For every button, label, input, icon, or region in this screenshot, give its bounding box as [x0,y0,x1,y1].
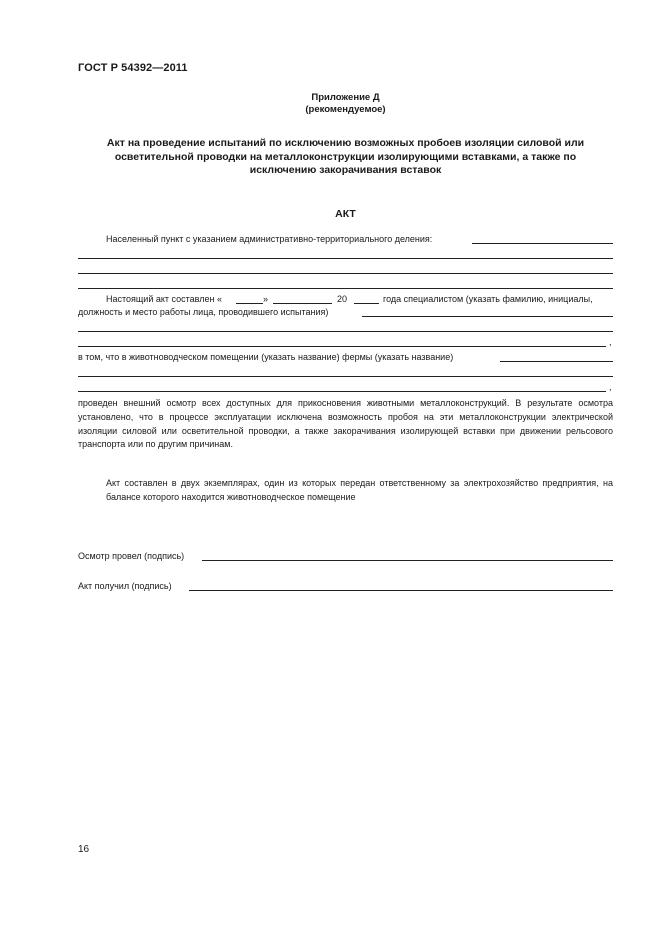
month-field[interactable] [273,303,332,304]
settlement-field-line[interactable] [78,273,613,274]
appendix-heading [78,92,613,116]
settlement-field[interactable] [472,243,613,244]
comma: , [609,382,612,392]
received-by-signature-field[interactable] [189,590,613,591]
specialist-field-line[interactable] [78,331,613,332]
document-title-line: Акт на проведение испытаний по исключению возможных пробоев изоляции силовой или [106,137,585,149]
inspection-paragraph: проведен внешний осмотр всех доступных для прикосновения животными металлоконструкций. В результате осмотра установлено, что в процессе эксплуатации исключена возможность пробоя на эти металлоконструкции электрической изоляции силовой или осветительной проводки, а также закорачивания изолирующей вставки при движении рельсового транспорта или по другим причинам. [78,398,613,450]
farm-name-field-line[interactable] [78,391,606,392]
appendix-status: (рекомендуемое) [305,104,386,115]
standard-number: ГОСТ Р 54392—2011 [78,62,188,74]
farm-name-field[interactable] [500,361,613,362]
copies-paragraph: Акт составлен в двух экземплярах, один из которых передан ответственному за электрохозяйство предприятия, на балансе которого находится животноводческое помещение [106,478,613,502]
document-title [78,137,613,178]
day-field[interactable] [236,303,263,304]
composed-suffix: года специалистом (указать фамилию, инициалы, [383,294,593,304]
specialist-field-line[interactable] [78,346,606,347]
year-field[interactable] [354,303,379,304]
composed-year-prefix: 20 [337,294,348,304]
appendix-title: Приложение Д [311,92,380,103]
inspected-by-label: Осмотр провел (подпись) [78,551,185,561]
inspected-by-signature-field[interactable] [202,560,613,561]
received-by-label: Акт получил (подпись) [78,581,172,591]
specialist-field[interactable] [362,316,613,317]
barn-label: в том, что в животноводческом помещении (указать название) фермы (указать название) [78,352,454,362]
comma: , [609,337,612,347]
settlement-field-line[interactable] [78,258,613,259]
settlement-label: Населенный пункт с указанием административно-территориального деления: [106,234,433,244]
composed-line2: должность и место работы лица, проводившего испытания) [78,307,329,317]
composed-close-quote: » [263,294,269,304]
settlement-field-line[interactable] [78,288,613,289]
composed-prefix: Настоящий акт составлен « [106,294,222,304]
document-title-line: осветительной проводки на металлоконструкции изолирующими вставками, а также по [114,150,577,163]
document-title-line: исключению закорачивания вставок [249,164,442,176]
page-number: 16 [78,844,90,855]
farm-name-field-line[interactable] [78,376,613,377]
act-heading: АКТ [335,208,356,220]
